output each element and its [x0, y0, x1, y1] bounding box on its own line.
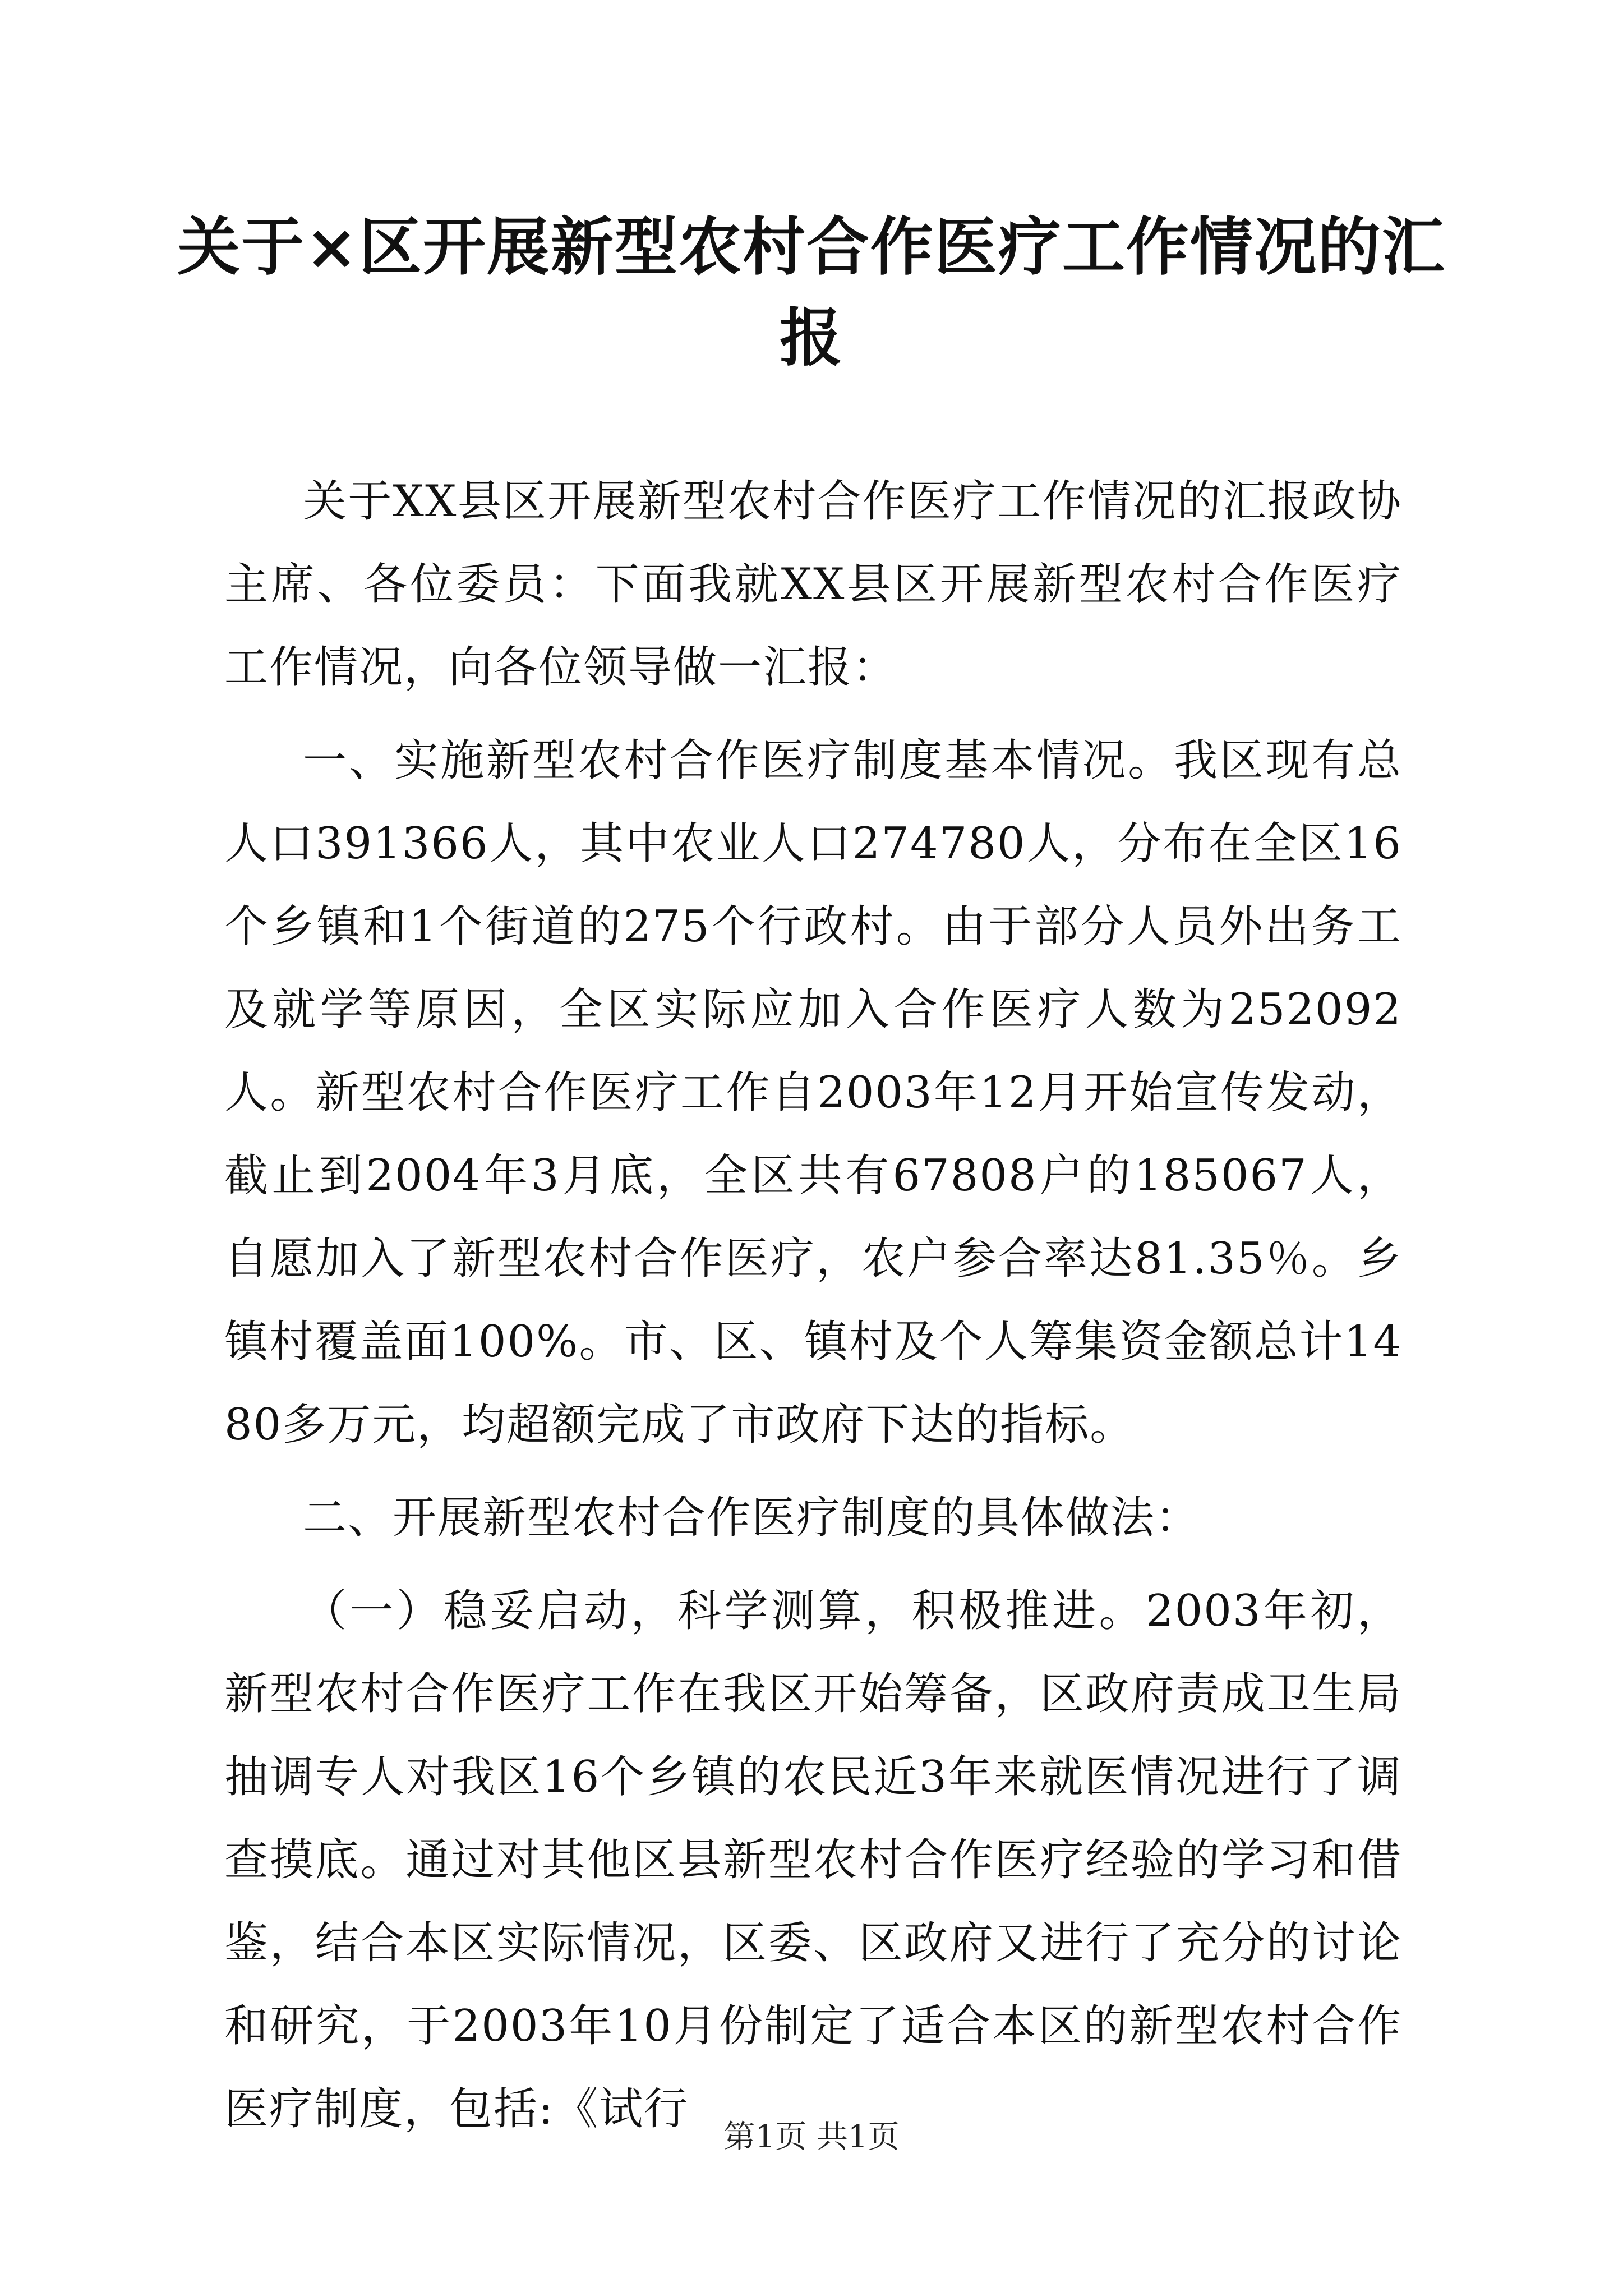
paragraph-method-heading: 二、开展新型农村合作医疗制度的具体做法： [303, 1493, 1201, 1543]
paragraph-method-one: （一）稳妥启动，科学测算，积极推进。2003年初，新型农村合作医疗工作在我区开始筹备，区政府责成卫生局抽调专人对我区16个乡镇的农民近3年来就医情况进行了调查摸底。通过对其他区县新型农村合作医疗经验的学习和借鉴，结合本区实际情况，区委、区政府又进行了充分的讨论和研究，于2003年10月份制定了适合本区的新型农村合作医疗制度，包括:《试行 [224, 1586, 1402, 2134]
paragraph-intro: 关于XX县区开展新型农村合作医疗工作情况的汇报政协主席、各位委员：下面我就XX县区开展新型农村合作医疗工作情况，向各位领导做一汇报： [224, 476, 1402, 693]
document-body [224, 460, 1402, 2161]
paragraph-basic-situation: 一、实施新型农村合作医疗制度基本情况。我区现有总人口391366人，其中农业人口274780人，分布在全区16个乡镇和1个街道的275个行政村。由于部分人员外出务工及就学等原因，全区实际应加入合作医疗人数为252092人。新型农村合作医疗工作自2003年12月开始宣传发动，截止到2004年3月底，全区共有67808户的185067人，自愿加入了新型农村合作医疗，农户参合率达81.35％。乡镇村覆盖面100%。市、区、镇村及个人筹集资金额总计1480多万元，均超额完成了市政府下达的指标。 [224, 735, 1402, 1450]
document-title: 关于×区开展新型农村合作医疗工作情况的汇报 [177, 210, 1446, 375]
page-footer: 第1页 共1页 [723, 2119, 900, 2155]
